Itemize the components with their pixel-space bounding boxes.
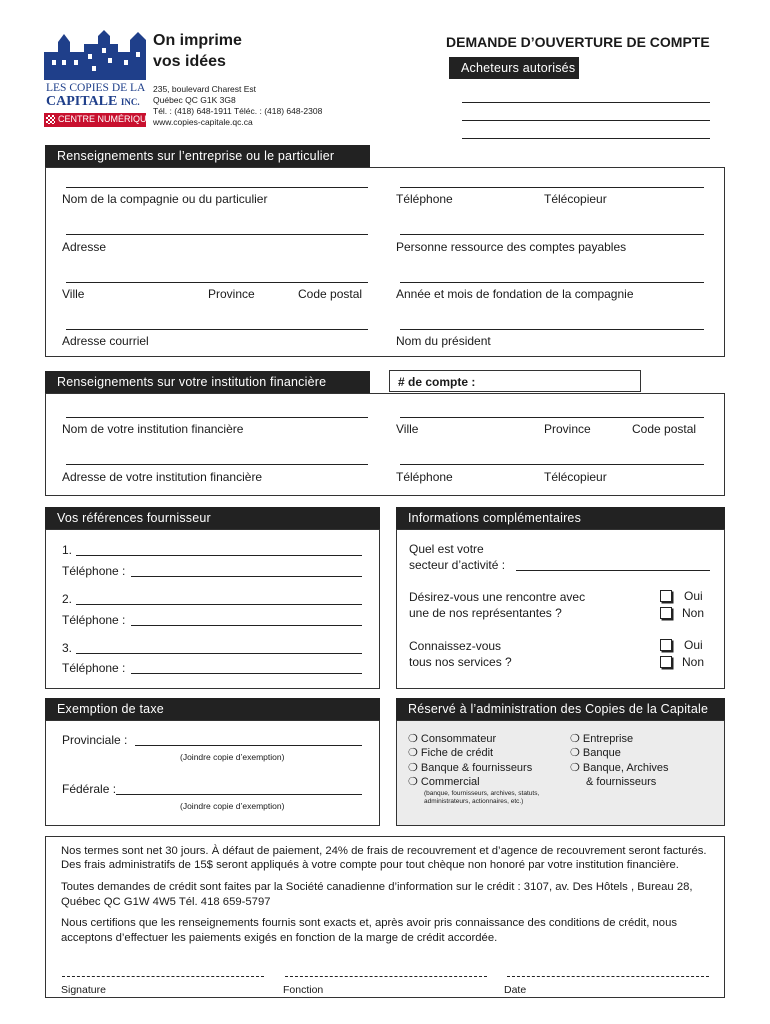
chateau-logo-graphic: [44, 30, 146, 80]
bank-city-field[interactable]: [400, 417, 704, 418]
city-label: Ville: [62, 287, 85, 301]
terms-p1a: Nos termes sont net 30 jours. À défaut de paiement, 24% de frais de recouvrement et d’agence de recouvrement seront facturés.: [61, 845, 707, 857]
meeting-no-checkbox[interactable]: [660, 607, 672, 619]
ref1-phone-label: Téléphone :: [62, 564, 126, 578]
sector-field[interactable]: [516, 570, 710, 571]
province-label: Province: [208, 287, 255, 301]
address-label: Adresse: [62, 240, 107, 254]
fax-label: Télécopieur: [544, 192, 607, 206]
function-label: Fonction: [283, 984, 324, 996]
federal-label: Fédérale :: [62, 782, 117, 796]
services-question-1: Connaissez-vous: [409, 639, 502, 653]
radio-icon: ❍: [570, 762, 583, 774]
meeting-question-2: une de nos représentantes ?: [409, 606, 562, 620]
bank-city-label: Ville: [396, 422, 419, 436]
admin-section-title: Réservé à l’administration des Copies de la Capitale: [396, 698, 725, 720]
radio-icon: ❍: [408, 747, 421, 759]
email-label: Adresse courriel: [62, 334, 149, 348]
admin-option-bank-archives[interactable]: ❍ Banque, Archives: [570, 762, 669, 774]
meeting-yes-label: Oui: [684, 589, 703, 603]
radio-icon: ❍: [408, 762, 421, 774]
radio-icon: ❍: [570, 733, 583, 745]
president-field[interactable]: [400, 329, 704, 330]
ref3-phone-field[interactable]: [131, 673, 362, 674]
commercial-note: (banque, fournisseurs, archives, statuts, administrateurs, actionnaires, etc.): [424, 790, 540, 805]
date-label: Date: [504, 984, 527, 996]
logo-line1: LES COPIES DE LA: [46, 82, 146, 94]
bank-phone-field[interactable]: [400, 464, 704, 465]
logo-inc: INC.: [120, 97, 140, 107]
slogan-line2: vos idées: [153, 53, 226, 70]
logo-line2: [46, 94, 140, 110]
meeting-no-label: Non: [682, 606, 705, 620]
federal-note: (Joindre copie d’exemption): [180, 801, 285, 811]
federal-field[interactable]: [116, 794, 362, 795]
sector-label-2: secteur d’activité :: [409, 558, 506, 572]
company-section-title: Renseignements sur l’entreprise ou le particulier: [45, 145, 370, 167]
account-number-box[interactable]: [389, 370, 641, 392]
company-logo: [44, 30, 153, 130]
phone-field[interactable]: [400, 187, 704, 188]
ref2-field[interactable]: [76, 604, 362, 605]
slogan: [153, 30, 242, 72]
terms-p2a: Toutes demandes de crédit sont faites par la Société canadienne d’information sur le crédit : 3107, av. Des Hôtels , Bureau 28,: [61, 881, 693, 893]
ref2-phone-label: Téléphone :: [62, 613, 126, 627]
bank-name-label: Nom de votre institution financière: [62, 422, 244, 436]
bank-address-label: Adresse de votre institution financière: [62, 470, 263, 484]
admin-option-company[interactable]: ❍ Entreprise: [570, 733, 634, 745]
email-field[interactable]: [66, 329, 368, 330]
founded-label: Année et mois de fondation de la compagnie: [396, 287, 634, 301]
logo-band: CENTRE NUMÉRIQUE: [44, 113, 146, 127]
admin-option-commercial[interactable]: ❍ Commercial: [408, 776, 480, 788]
radio-icon: ❍: [570, 747, 583, 759]
services-no-label: Non: [682, 655, 705, 669]
ref3-label: 3.: [62, 641, 73, 655]
ref2-phone-field[interactable]: [131, 625, 362, 626]
founded-field[interactable]: [400, 282, 704, 283]
city-field[interactable]: [66, 282, 368, 283]
function-field[interactable]: [285, 976, 487, 977]
signature-label: Signature: [61, 984, 106, 996]
provincial-label: Provinciale :: [62, 733, 128, 747]
tax-section-title: Exemption de taxe: [45, 698, 380, 720]
terms-p2b: Québec QC G1W 4W5 Tél. 418 659-5797: [61, 896, 271, 908]
services-yes-label: Oui: [684, 638, 703, 652]
account-number-label: # de compte :: [398, 375, 476, 389]
ref1-field[interactable]: [76, 555, 362, 556]
provincial-note: (Joindre copie d’exemption): [180, 752, 285, 762]
ref3-phone-label: Téléphone :: [62, 661, 126, 675]
ref1-label: 1.: [62, 543, 73, 557]
signature-field[interactable]: [62, 976, 264, 977]
bank-section-title: Renseignements sur votre institution financière: [45, 371, 370, 393]
ref2-label: 2.: [62, 592, 73, 606]
buyer-line-2[interactable]: [462, 120, 710, 121]
services-question-2: tous nos services ?: [409, 655, 512, 669]
ref3-field[interactable]: [76, 653, 362, 654]
sector-label-1: Quel est votre: [409, 542, 484, 556]
buyer-line-1[interactable]: [462, 102, 710, 103]
meeting-question-1: Désirez-vous une rencontre avec: [409, 590, 586, 604]
bank-address-field[interactable]: [66, 464, 368, 465]
logo-capitale: CAPITALE: [46, 94, 118, 109]
admin-option-consumer[interactable]: ❍ Consommateur: [408, 733, 497, 745]
provincial-field[interactable]: [135, 745, 362, 746]
services-yes-checkbox[interactable]: [660, 639, 672, 651]
company-name-label: Nom de la compagnie ou du particulier: [62, 192, 268, 206]
admin-option-bank-suppliers[interactable]: ❍ Banque & fournisseurs: [408, 762, 533, 774]
bank-postal-label: Code postal: [632, 422, 697, 436]
terms-p3b: acceptons d’effectuer les paiements exigés en fonction de la marge de crédit accordée.: [61, 932, 498, 944]
buyers-title-bar: Acheteurs autorisés: [449, 57, 579, 79]
date-field[interactable]: [507, 976, 709, 977]
president-label: Nom du président: [396, 334, 491, 348]
admin-option-credit-file[interactable]: ❍ Fiche de crédit: [408, 747, 494, 759]
terms-p3a: Nous certifions que les renseignements fournis sont exacts et, après avoir pris connaissance des conditions de crédit, nous: [61, 917, 678, 929]
admin-option-bank[interactable]: ❍ Banque: [570, 747, 621, 759]
address-field[interactable]: [66, 234, 368, 235]
contact-field[interactable]: [400, 234, 704, 235]
slogan-line1: On imprime: [153, 32, 242, 49]
radio-icon: ❍: [408, 733, 421, 745]
postal-label: Code postal: [298, 287, 363, 301]
radio-icon: ❍: [408, 776, 421, 788]
company-name-field[interactable]: [66, 187, 368, 188]
meeting-yes-checkbox[interactable]: [660, 590, 672, 602]
checker-icon: [46, 115, 55, 124]
services-no-checkbox[interactable]: [660, 656, 672, 668]
ref1-phone-field[interactable]: [131, 576, 362, 577]
bank-name-field[interactable]: [66, 417, 368, 418]
info-section-title: Informations complémentaires: [396, 507, 725, 529]
bank-phone-label: Téléphone: [396, 470, 453, 484]
admin-option-suppliers: & fournisseurs: [586, 776, 657, 788]
company-address: 235, boulevard Charest Est Québec QC G1K 3G8 Tél. : (418) 648-1911 Téléc. : (418) 648-2308 www.copies-capitale.qc.ca: [153, 84, 323, 127]
terms-p1b: Des frais administratifs de 15$ seront appliqués à votre compte pour tout chèque non honoré par votre institution financière.: [61, 859, 679, 871]
buyer-line-3[interactable]: [462, 138, 710, 139]
bank-province-label: Province: [544, 422, 591, 436]
refs-section-title: Vos références fournisseur: [45, 507, 380, 529]
form-title: DEMANDE D’OUVERTURE DE COMPTE: [446, 34, 710, 50]
contact-label: Personne ressource des comptes payables: [396, 240, 627, 254]
phone-label: Téléphone: [396, 192, 453, 206]
bank-fax-label: Télécopieur: [544, 470, 607, 484]
